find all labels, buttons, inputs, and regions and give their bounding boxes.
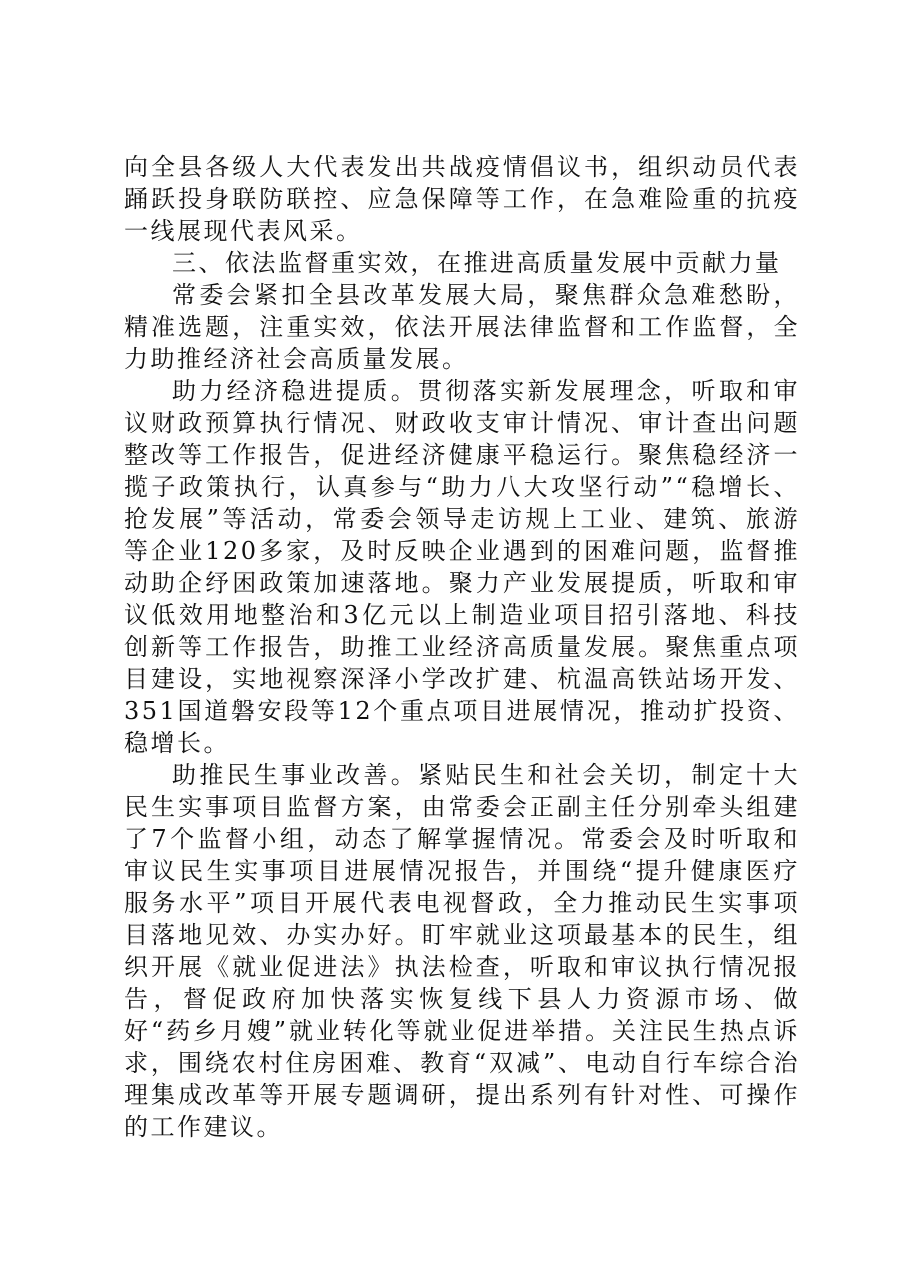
paragraph-economy: 助力经济稳进提质。贯彻落实新发展理念，听取和审议财政预算执行情况、财政收支审计情况、审计查出问题整改等工作报告，促进经济健康平稳运行。聚焦稳经济一揽子政策执行，认真参与“助力八大攻坚行动”“稳增长、抢发展”等活动，常委会领导走访规上工业、建筑、旅游等企业120多家，及时反映企业遇到的困难问题，监督推动助企纾困政策加速落地。聚力产业发展提质，听取和审议低效用地整治和3亿元以上制造业项目招引落地、科技创新等工作报告，助推工业经济高质量发展。聚焦重点项目建设，实地视察深泽小学改扩建、杭温高铁站场开发、351国道磐安段等12个重点项目进展情况，推动扩投资、稳增长。 <box>124 377 800 757</box>
paragraph-continuation: 向全县各级人大代表发出共战疫情倡议书，组织动员代表踊跃投身联防联控、应急保障等工作，在急难险重的抗疫一线展现代表风采。 <box>124 153 800 245</box>
paragraph-intro: 常委会紧扣全县改革发展大局，聚焦群众急难愁盼，精准选题，注重实效，依法开展法律监督和工作监督，全力助推经济社会高质量发展。 <box>124 281 800 373</box>
document-body <box>124 151 800 1143</box>
paragraph-livelihood: 助推民生事业改善。紧贴民生和社会关切，制定十大民生实事项目监督方案，由常委会正副主任分别牵头组建了7个监督小组，动态了解掌握情况。常委会及时听取和审议民生实事项目进展情况报告，并围绕“提升健康医疗服务水平”项目开展代表电视督政，全力推动民生实事项目落地见效、办实办好。盯牢就业这项最基本的民生，组织开展《就业促进法》执法检查，听取和审议执行情况报告，督促政府加快落实恢复线下县人力资源市场、做好“药乡月嫂”就业转化等就业促进举措。关注民生热点诉求，围绕农村住房困难、教育“双减”、电动自行车综合治理集成改革等开展专题调研，提出系列有针对性、可操作的工作建议。 <box>124 761 800 1141</box>
section-heading: 三、依法监督重实效，在推进高质量发展中贡献力量 <box>172 249 782 277</box>
